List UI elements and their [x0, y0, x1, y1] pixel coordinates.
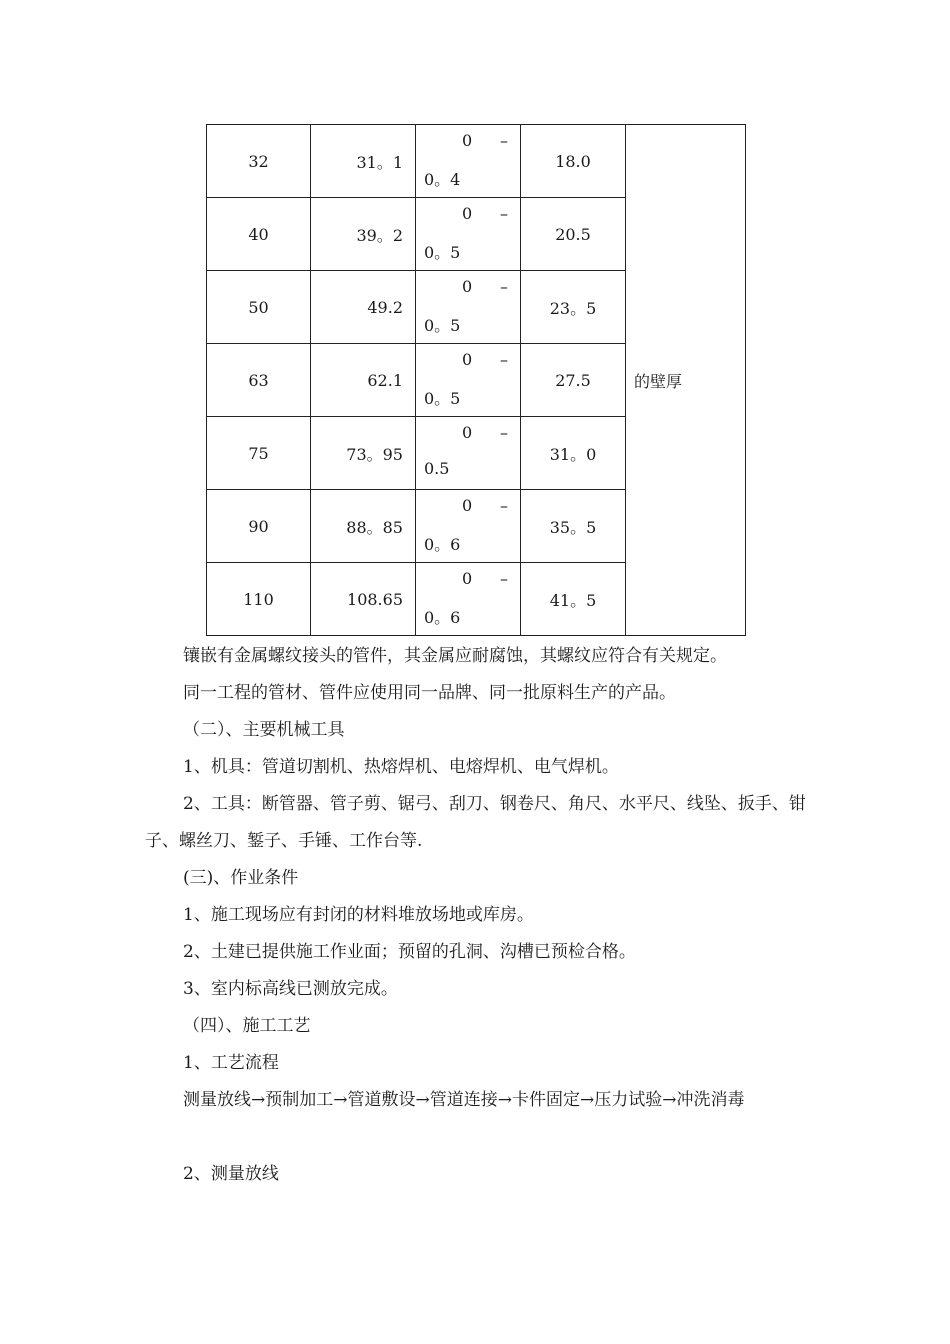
- socket-depth-cell: 35。5: [521, 490, 626, 563]
- tolerance-dash: –: [500, 350, 508, 369]
- paragraph-process-flow: 测量放线→预制加工→管道敷设→管道连接→卡件固定→压力试验→冲洗消毒: [183, 1090, 745, 1110]
- tolerance-cell: [416, 125, 521, 198]
- tolerance-lower: 0。4: [424, 170, 461, 189]
- nominal-diameter-cell: 50: [207, 271, 311, 344]
- socket-depth-cell: 23。5: [521, 271, 626, 344]
- nominal-diameter-cell: 40: [207, 198, 311, 271]
- tolerance-upper: 0: [462, 350, 473, 369]
- tolerance-cell: [416, 271, 521, 344]
- tolerance-upper: 0: [462, 131, 473, 150]
- outer-diameter-cell: 49.2: [311, 271, 416, 344]
- tolerance-lower: 0。5: [424, 243, 461, 262]
- paragraph-elevation-line: 3、室内标高线已测放完成。: [183, 979, 398, 999]
- tolerance-dash: –: [500, 277, 508, 296]
- pipe-spec-table: [206, 124, 746, 636]
- outer-diameter-cell: 73。95: [311, 417, 416, 490]
- tolerance-lower: 0。5: [424, 316, 461, 335]
- socket-depth-cell: 18.0: [521, 125, 626, 198]
- nominal-diameter-cell: 90: [207, 490, 311, 563]
- paragraph-hand-tools: 2、工具：断管器、管子剪、锯弓、刮刀、钢卷尺、角尺、水平尺、线坠、扳手、钳子、螺丝刀、錾子、手锤、工作台等.: [145, 794, 806, 851]
- tolerance-upper: 0: [462, 277, 473, 296]
- tolerance-upper: 0: [462, 204, 473, 223]
- tolerance-cell: [416, 198, 521, 271]
- tolerance-dash: –: [500, 423, 508, 442]
- tolerance-dash: –: [500, 569, 508, 588]
- tolerance-upper: 0: [462, 423, 473, 442]
- paragraph-machines: 1、机具：管道切割机、热熔焊机、电熔焊机、电气焊机。: [183, 757, 619, 777]
- nominal-diameter-cell: 63: [207, 344, 311, 417]
- section-heading-process: （四）、施工工艺: [183, 1016, 311, 1036]
- note-cell: 的壁厚: [626, 125, 746, 636]
- outer-diameter-cell: 39。2: [311, 198, 416, 271]
- tolerance-lower: 0。6: [424, 608, 461, 627]
- paragraph-work-surface: 2、土建已提供施工作业面；预留的孔洞、沟槽已预检合格。: [183, 942, 636, 962]
- paragraph-same-brand: 同一工程的管材、管件应使用同一品牌、同一批原料生产的产品。: [183, 683, 676, 703]
- nominal-diameter-cell: 110: [207, 563, 311, 636]
- table-row: [207, 125, 746, 198]
- tolerance-cell: [416, 563, 521, 636]
- section-heading-conditions: (三)、作业条件: [183, 868, 299, 888]
- paragraph-metal-threads: 镶嵌有金属螺纹接头的管件，其金属应耐腐蚀，其螺纹应符合有关规定。: [183, 646, 727, 666]
- subheading-process-flow: 1、工艺流程: [183, 1053, 279, 1073]
- section-heading-tools: （二）、主要机械工具: [183, 720, 345, 740]
- nominal-diameter-cell: 75: [207, 417, 311, 490]
- outer-diameter-cell: 31。1: [311, 125, 416, 198]
- socket-depth-cell: 27.5: [521, 344, 626, 417]
- tolerance-cell: [416, 490, 521, 563]
- outer-diameter-cell: 62.1: [311, 344, 416, 417]
- tolerance-lower: 0。6: [424, 535, 461, 554]
- tolerance-upper: 0: [462, 496, 473, 515]
- subheading-survey-layout: 2、测量放线: [183, 1164, 279, 1184]
- socket-depth-cell: 41。5: [521, 563, 626, 636]
- nominal-diameter-cell: 32: [207, 125, 311, 198]
- tolerance-dash: –: [500, 496, 508, 515]
- tolerance-dash: –: [500, 204, 508, 223]
- tolerance-cell: [416, 344, 521, 417]
- tolerance-lower: 0.5: [424, 459, 450, 478]
- tolerance-lower: 0。5: [424, 389, 461, 408]
- socket-depth-cell: 20.5: [521, 198, 626, 271]
- tolerance-upper: 0: [462, 569, 473, 588]
- tolerance-cell: [416, 417, 521, 490]
- tolerance-dash: –: [500, 131, 508, 150]
- paragraph-storage: 1、施工现场应有封闭的材料堆放场地或库房。: [183, 905, 534, 925]
- outer-diameter-cell: 88。85: [311, 490, 416, 563]
- outer-diameter-cell: 108.65: [311, 563, 416, 636]
- socket-depth-cell: 31。0: [521, 417, 626, 490]
